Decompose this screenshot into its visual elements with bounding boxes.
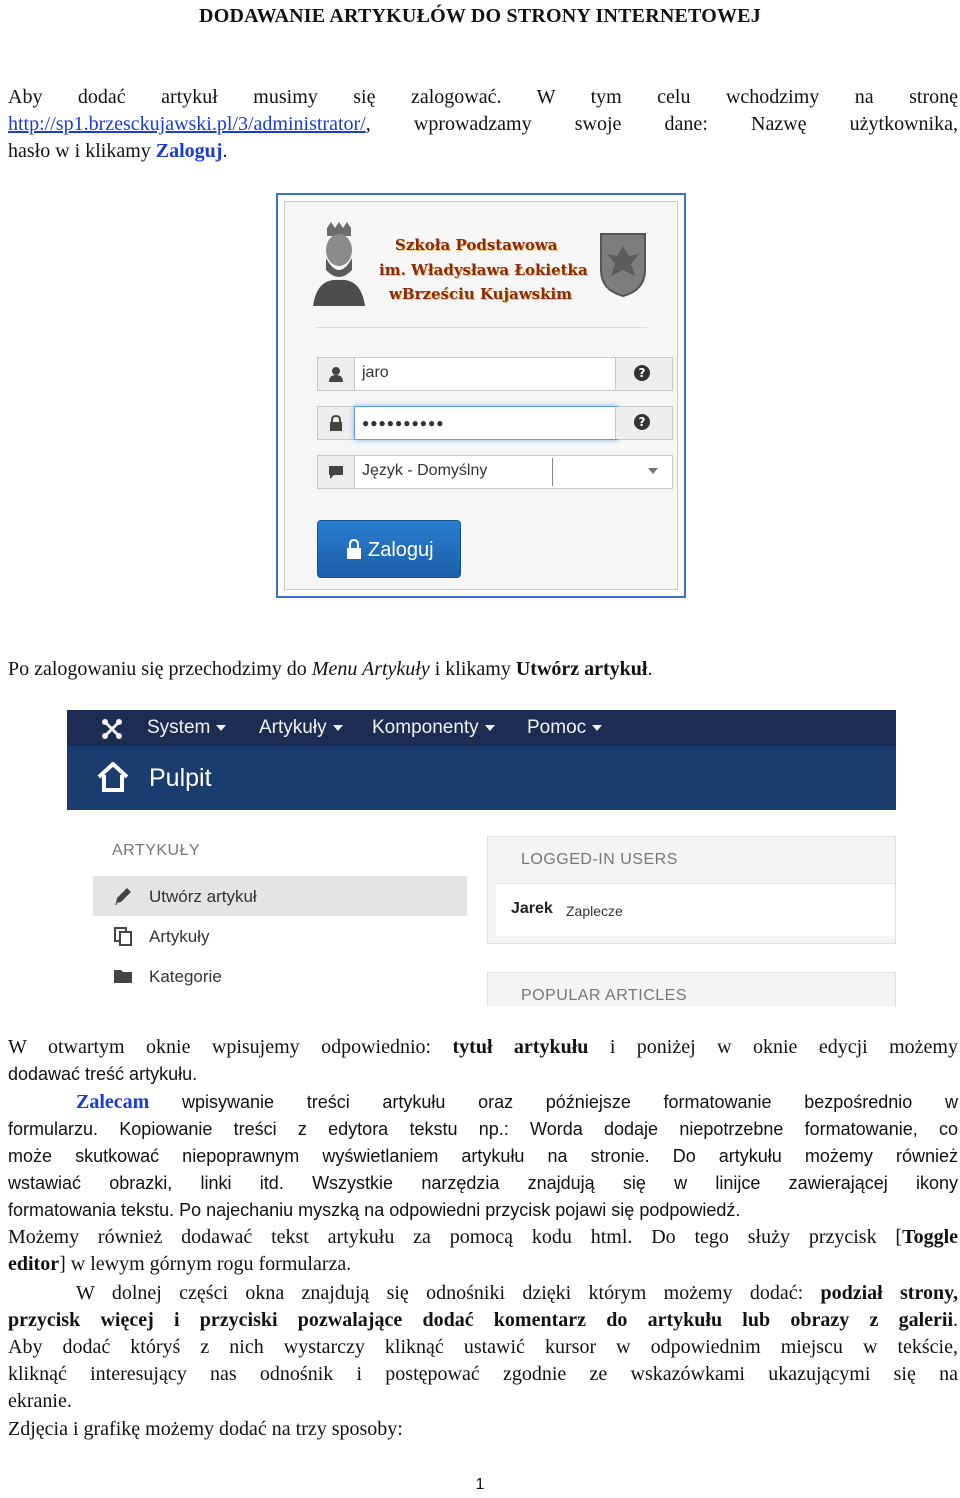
user-name: Jarek xyxy=(511,900,553,917)
username-field[interactable] xyxy=(317,357,673,391)
intro-paragraph xyxy=(8,84,958,165)
language-value: Język - Domyślny xyxy=(362,462,488,479)
after-login-paragraph: Po zalogowaniu się przechodzimy do Menu Artykuły i klikamy Utwórz artykuł. xyxy=(8,658,653,680)
nav-help[interactable]: Pomoc xyxy=(527,717,602,739)
menu-create-article[interactable]: Utwórz artykuł xyxy=(93,876,467,916)
admin-navbar xyxy=(67,710,896,746)
nav-articles[interactable]: Artykuły xyxy=(259,717,343,739)
page-title: Pulpit xyxy=(149,764,212,792)
login-separator xyxy=(315,327,647,328)
chevron-down-icon xyxy=(333,725,343,731)
king-bust-icon xyxy=(309,222,369,306)
question-icon: ? xyxy=(634,414,650,430)
school-name-line-2: im. Władysława Łokietka xyxy=(379,261,588,279)
password-help[interactable] xyxy=(615,407,672,439)
user-location: Zaplecze xyxy=(566,903,623,919)
logged-in-users-panel xyxy=(487,836,896,944)
user-icon xyxy=(328,366,344,382)
lock-addon xyxy=(318,407,355,439)
paragraph-images: Zdjęcia i grafikę możemy dodać na trzy sposoby: xyxy=(8,1418,403,1440)
nav-system[interactable]: System xyxy=(147,717,226,739)
user-addon xyxy=(318,358,355,390)
intro-line-3: hasło w i klikamy Zaloguj. xyxy=(8,140,228,162)
nav-components[interactable]: Komponenty xyxy=(372,717,495,739)
logged-in-users-heading: LOGGED-IN USERS xyxy=(521,851,678,868)
username-value: jaro xyxy=(362,364,389,381)
school-name-line-1: Szkoła Podstawowa xyxy=(395,236,558,254)
pencil-icon xyxy=(113,886,133,906)
question-icon: ? xyxy=(634,365,650,381)
menu-categories[interactable]: Kategorie xyxy=(93,956,467,996)
page-number: 1 xyxy=(475,1476,485,1493)
chevron-down-icon xyxy=(485,725,495,731)
password-field[interactable] xyxy=(317,406,673,440)
comment-icon xyxy=(328,464,344,480)
chevron-down-icon xyxy=(592,725,602,731)
username-help[interactable] xyxy=(615,358,672,390)
copy-icon xyxy=(113,926,133,946)
crest-icon xyxy=(599,232,647,298)
intro-line-2: http://sp1.brzesckujawski.pl/3/administrator/, wprowadzamy swoje dane: Nazwę użytkownika, xyxy=(8,113,958,135)
comment-addon xyxy=(318,456,355,488)
logged-in-user-row xyxy=(496,883,895,936)
chevron-down-icon xyxy=(216,725,226,731)
school-logo xyxy=(309,222,639,312)
paragraph-links: W dolnej części okna znajdują się odnośniki dzięki którym możemy dodać: podział strony, przycisk więcej i przyciski pozwalające dodać komentarz do artykułu lub obrazy z galerii. Aby dodać któryś z nich wystarczy kliknąć ustawić kursor w odpowiednim miejscu w tekście, kliknąć interesujący nas odnośnik i postępować zgodnie ze wskazówkami ukazującymi się na ekranie. xyxy=(8,1282,959,1412)
page-header xyxy=(67,746,896,810)
language-select[interactable] xyxy=(317,455,673,489)
menu-articles[interactable]: Artykuły xyxy=(93,916,467,956)
select-divider xyxy=(552,458,553,486)
lock-icon xyxy=(346,539,362,559)
school-name-line-3: wBrześciu Kujawskim xyxy=(389,285,573,303)
intro-line-1: Aby dodać artykuł musimy się zalogować. W tym celu wchodzimy na stronę xyxy=(8,86,958,108)
login-screenshot xyxy=(276,193,686,598)
home-icon xyxy=(97,762,129,792)
section-articles-heading: ARTYKUŁY xyxy=(112,842,201,859)
popular-articles-heading: POPULAR ARTICLES xyxy=(521,987,687,1004)
joomla-logo-icon xyxy=(101,718,123,740)
popular-articles-panel xyxy=(487,972,896,1006)
login-button[interactable] xyxy=(317,520,461,578)
login-panel xyxy=(284,201,678,590)
joomla-screenshot xyxy=(67,710,896,1006)
chevron-down-icon xyxy=(648,468,658,474)
paragraph-recommendation: Zalecam wpisywanie treści artykułu oraz późniejsze formatowanie bezpośrednio w formularzu. Kopiowanie treści z edytora tekstu np.: Worda dodaje niepotrzebne formatowanie, co może skutkować niepoprawnym wyświetlaniem artykułu na stronie. Do artykułu możemy również wstawiać obrazki, linki itd. Wszystkie narzędzia znajdują się w linijce zawierającej ikony formatowania tekstu. Po najechaniu myszką na odpowiedni przycisk pojawi się podpowiedź. Możemy również dodawać tekst artykułu za pomocą kodu html. Do tego służy przycisk [Toggle editor] w lewym górnym rogu formularza. xyxy=(8,1091,958,1275)
admin-link[interactable]: http://sp1.brzesckujawski.pl/3/administrator/ xyxy=(8,113,366,135)
lock-icon xyxy=(328,415,344,431)
folder-icon xyxy=(113,966,133,986)
document-title: DODAWANIE ARTYKUŁÓW DO STRONY INTERNETOWEJ xyxy=(199,5,761,27)
paragraph-edit-window: W otwartym oknie wpisujemy odpowiednio: tytuł artykułu i poniżej w oknie edycji możemy dodawać treść artykułu. xyxy=(8,1036,958,1084)
login-button-label: Zaloguj xyxy=(368,539,434,561)
password-value: ●●●●●●●●●● xyxy=(362,416,445,430)
